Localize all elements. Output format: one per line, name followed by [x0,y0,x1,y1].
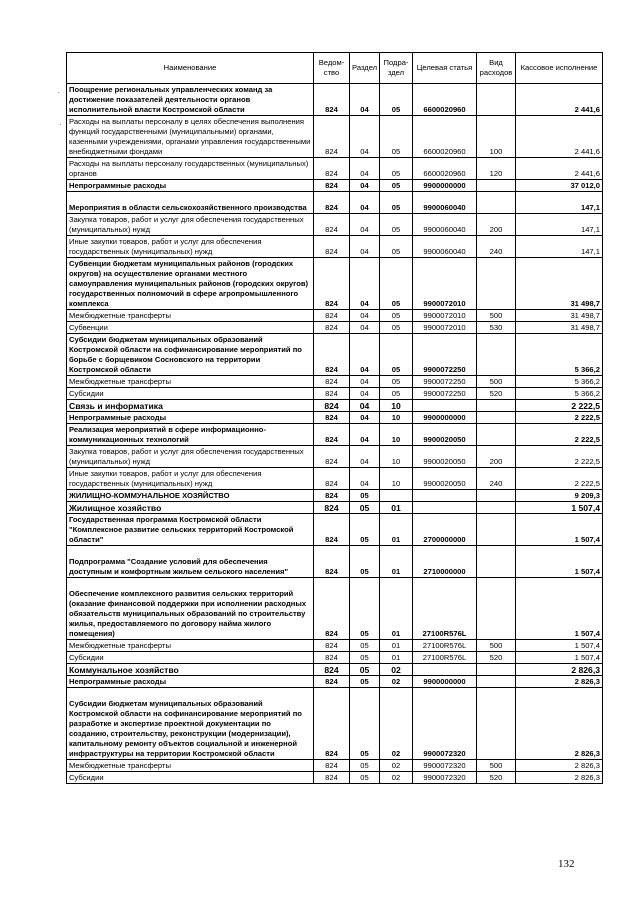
table-row [67,192,603,214]
row-subsection: 10 [380,424,413,446]
row-name: Субсидии бюджетам муниципальных образований Костромской области на софинансирование мероприятий по разработке и экспертизе проектной документации по созданию, строительству, реконструкции (модернизации), капитальному ремонту объектов социальной и инженерной инфраструктуры на территории Костромской области [67,688,314,760]
row-subsection: 05 [380,376,413,388]
row-section: 05 [350,514,380,546]
row-exp-type [477,84,516,116]
row-target: 9900060040 [413,236,477,258]
row-dept: 824 [314,664,350,676]
row-subsection: 05 [380,322,413,334]
row-amount: 2 826,3 [516,676,603,688]
row-amount: 147,1 [516,236,603,258]
row-target: 27100R576L [413,652,477,664]
row-dept: 824 [314,514,350,546]
row-dept: 824 [314,400,350,412]
row-dept: 824 [314,310,350,322]
row-section: 05 [350,664,380,676]
row-section: 04 [350,424,380,446]
row-amount: 5 366,2 [516,376,603,388]
row-amount: 147,1 [516,214,603,236]
row-name: ЖИЛИЩНО-КОММУНАЛЬНОЕ ХОЗЯЙСТВО [67,490,314,502]
row-target: 6600020960 [413,158,477,180]
row-section: 04 [350,412,380,424]
row-exp-type: 500 [477,376,516,388]
row-dept: 824 [314,760,350,772]
row-name: Мероприятия в области сельскохозяйственного производства [67,192,314,214]
row-name: Связь и информатика [67,400,314,412]
row-exp-type: 200 [477,446,516,468]
row-dept: 824 [314,502,350,514]
row-amount: 2 826,3 [516,772,603,784]
row-dept: 824 [314,376,350,388]
row-target: 6600020960 [413,116,477,158]
row-subsection: 02 [380,664,413,676]
row-target: 9900072320 [413,688,477,760]
row-dept: 824 [314,676,350,688]
row-dept: 824 [314,546,350,578]
table-header-row [67,53,603,84]
row-exp-type [477,192,516,214]
row-section: 05 [350,772,380,784]
row-subsection [380,490,413,502]
row-name: Расходы на выплаты персоналу государственных (муниципальных) органов [67,158,314,180]
row-section: 05 [350,688,380,760]
row-exp-type [477,676,516,688]
row-dept: 824 [314,652,350,664]
scan-speck [58,92,59,93]
row-name: Государственная программа Костромской области "Комплексное развитие сельских территорий Костромской области" [67,514,314,546]
row-section: 04 [350,180,380,192]
row-subsection: 05 [380,192,413,214]
row-target: 9900000000 [413,180,477,192]
row-dept: 824 [314,772,350,784]
row-amount: 31 498,7 [516,258,603,310]
row-exp-type: 240 [477,468,516,490]
row-dept: 824 [314,192,350,214]
row-exp-type: 520 [477,772,516,784]
table-row [67,490,603,502]
row-exp-type: 120 [477,158,516,180]
row-subsection: 02 [380,676,413,688]
row-dept: 824 [314,446,350,468]
row-exp-type [477,578,516,640]
row-section: 04 [350,388,380,400]
row-name: Непрограммные расходы [67,676,314,688]
row-dept: 824 [314,424,350,446]
row-amount: 2 222,5 [516,468,603,490]
row-amount: 31 498,7 [516,310,603,322]
row-subsection: 02 [380,772,413,784]
row-target: 6600020960 [413,84,477,116]
table-row [67,468,603,490]
row-subsection: 01 [380,640,413,652]
row-name: Межбюджетные трансферты [67,310,314,322]
row-exp-type: 200 [477,214,516,236]
row-name: Обеспечение комплексного развития сельских территорий (оказание финансовой поддержки при исполнении расходных обязательств муниципальных образований по строительству жилья, предоставляемого по договору найма жилого помещения) [67,578,314,640]
row-subsection: 05 [380,334,413,376]
row-target: 9900020050 [413,424,477,446]
row-exp-type [477,502,516,514]
row-target [413,490,477,502]
row-subsection: 10 [380,446,413,468]
row-dept: 824 [314,116,350,158]
row-name: Непрограммные расходы [67,412,314,424]
table-row [67,760,603,772]
table-body [67,84,603,784]
row-section: 04 [350,258,380,310]
table-row [67,652,603,664]
row-name: Иные закупки товаров, работ и услуг для обеспечения государственных (муниципальных) нужд [67,468,314,490]
row-target [413,502,477,514]
scan-speck [60,124,61,125]
table-row [67,310,603,322]
row-amount: 2 826,3 [516,664,603,676]
row-target: 9900072010 [413,310,477,322]
row-name: Закупка товаров, работ и услуг для обеспечения государственных (муниципальных) нужд [67,446,314,468]
table-row [67,116,603,158]
row-exp-type [477,546,516,578]
row-dept: 824 [314,578,350,640]
row-section: 05 [350,502,380,514]
row-section: 05 [350,578,380,640]
row-amount: 2 441,6 [516,84,603,116]
row-subsection: 01 [380,578,413,640]
row-amount: 2 222,5 [516,424,603,446]
header-section: Раздел [350,53,380,84]
table-row [67,688,603,760]
row-amount: 2 222,5 [516,400,603,412]
header-subsection: Подра-здел [380,53,413,84]
row-name: Поощрение региональных управленческих команд за достижение показателей деятельности органов исполнительной власти Костромской области [67,84,314,116]
row-section: 04 [350,334,380,376]
row-exp-type: 520 [477,652,516,664]
row-amount: 5 366,2 [516,388,603,400]
row-exp-type [477,424,516,446]
row-name: Межбюджетные трансферты [67,760,314,772]
row-dept: 824 [314,180,350,192]
row-name: Расходы на выплаты персоналу в целях обеспечения выполнения функций государственными (муниципальными) органами, казенными учреждениями, органами управления государственными внебюджетными фондами [67,116,314,158]
row-subsection: 05 [380,310,413,322]
row-subsection: 05 [380,158,413,180]
row-target: 9900020050 [413,446,477,468]
row-name: Непрограммные расходы [67,180,314,192]
row-name: Иные закупки товаров, работ и услуг для обеспечения государственных (муниципальных) нужд [67,236,314,258]
row-dept: 824 [314,236,350,258]
row-exp-type: 530 [477,322,516,334]
row-section: 04 [350,446,380,468]
row-section: 05 [350,546,380,578]
row-subsection: 01 [380,652,413,664]
row-section: 04 [350,192,380,214]
row-target: 27100R576L [413,640,477,652]
row-amount: 2 222,5 [516,446,603,468]
table-row [67,640,603,652]
row-amount: 2 441,6 [516,158,603,180]
row-amount: 1 507,4 [516,640,603,652]
row-exp-type: 500 [477,760,516,772]
row-subsection: 05 [380,180,413,192]
budget-execution-table [66,52,603,784]
row-dept: 824 [314,214,350,236]
table-row [67,236,603,258]
row-target: 2700000000 [413,514,477,546]
row-name: Субвенции [67,322,314,334]
row-subsection: 01 [380,546,413,578]
row-name: Межбюджетные трансферты [67,640,314,652]
table-row [67,376,603,388]
row-amount: 37 012,0 [516,180,603,192]
table-row [67,158,603,180]
table-row [67,424,603,446]
row-amount: 2 826,3 [516,760,603,772]
row-section: 04 [350,400,380,412]
row-exp-type [477,400,516,412]
row-exp-type [477,334,516,376]
row-exp-type [477,688,516,760]
row-section: 05 [350,640,380,652]
row-subsection: 10 [380,468,413,490]
row-dept: 824 [314,388,350,400]
table-row [67,772,603,784]
row-dept: 824 [314,490,350,502]
row-exp-type [477,258,516,310]
row-section: 04 [350,322,380,334]
row-amount: 1 507,4 [516,502,603,514]
row-dept: 824 [314,468,350,490]
table-row [67,214,603,236]
row-target: 9900072010 [413,258,477,310]
table-row [67,578,603,640]
row-dept: 824 [314,322,350,334]
row-target: 9900020050 [413,468,477,490]
row-target: 2710000000 [413,546,477,578]
table-row [67,180,603,192]
row-section: 04 [350,214,380,236]
row-name: Субсидии [67,772,314,784]
row-target [413,400,477,412]
row-section: 05 [350,652,380,664]
row-section: 04 [350,310,380,322]
row-name: Реализация мероприятий в сфере информационно-коммуникационных технологий [67,424,314,446]
row-name: Субсидии [67,652,314,664]
row-exp-type: 500 [477,640,516,652]
header-exp-type: Вид расходов [477,53,516,84]
row-target: 9900000000 [413,412,477,424]
page-number: 132 [558,858,575,870]
row-section: 04 [350,468,380,490]
row-exp-type [477,514,516,546]
row-exp-type: 520 [477,388,516,400]
row-subsection: 01 [380,514,413,546]
table-row [67,664,603,676]
row-name: Коммунальное хозяйство [67,664,314,676]
row-subsection: 05 [380,236,413,258]
table-row [67,334,603,376]
row-target: 9900072010 [413,322,477,334]
row-target: 27100R576L [413,578,477,640]
header-dept: Ведом-ство [314,53,350,84]
row-amount: 1 507,4 [516,514,603,546]
row-dept: 824 [314,334,350,376]
row-subsection: 05 [380,214,413,236]
row-section: 04 [350,236,380,258]
row-target: 9900060040 [413,214,477,236]
row-section: 04 [350,84,380,116]
table-row [67,258,603,310]
row-exp-type [477,490,516,502]
row-subsection: 02 [380,760,413,772]
row-dept: 824 [314,640,350,652]
row-name: Жилищное хозяйство [67,502,314,514]
row-amount: 2 222,5 [516,412,603,424]
row-section: 04 [350,116,380,158]
table-row [67,546,603,578]
row-section: 04 [350,158,380,180]
row-exp-type: 100 [477,116,516,158]
row-section: 04 [350,376,380,388]
table-row [67,514,603,546]
row-name: Подпрограмма "Создание условий для обеспечения доступным и комфортным жильем сельского населения" [67,546,314,578]
row-subsection: 02 [380,688,413,760]
row-amount: 1 507,4 [516,546,603,578]
row-exp-type: 240 [477,236,516,258]
row-target: 9900072250 [413,388,477,400]
row-section: 05 [350,760,380,772]
row-target: 9900000000 [413,676,477,688]
row-name: Закупка товаров, работ и услуг для обеспечения государственных (муниципальных) нужд [67,214,314,236]
row-section: 05 [350,676,380,688]
table-row [67,388,603,400]
row-name: Субсидии [67,388,314,400]
row-amount: 2 826,3 [516,688,603,760]
row-subsection: 05 [380,388,413,400]
row-amount: 5 366,2 [516,334,603,376]
row-dept: 824 [314,258,350,310]
row-name: Межбюджетные трансферты [67,376,314,388]
row-target: 9900072250 [413,334,477,376]
row-amount: 2 441,6 [516,116,603,158]
row-target: 9900072320 [413,772,477,784]
row-exp-type [477,664,516,676]
header-amount: Кассовое исполнение [516,53,603,84]
row-target: 9900072320 [413,760,477,772]
row-dept: 824 [314,158,350,180]
row-subsection: 10 [380,412,413,424]
table-row [67,502,603,514]
row-amount: 9 209,3 [516,490,603,502]
row-target: 9900072250 [413,376,477,388]
row-amount: 1 507,4 [516,652,603,664]
row-exp-type [477,412,516,424]
row-subsection: 05 [380,116,413,158]
row-amount: 1 507,4 [516,578,603,640]
row-exp-type [477,180,516,192]
row-amount: 31 498,7 [516,322,603,334]
table-row [67,84,603,116]
budget-table-container [66,52,602,784]
row-section: 05 [350,490,380,502]
header-name: Наименование [67,53,314,84]
row-target: 9900060040 [413,192,477,214]
table-row [67,676,603,688]
row-dept: 824 [314,412,350,424]
header-target: Целевая статья [413,53,477,84]
table-row [67,400,603,412]
row-dept: 824 [314,84,350,116]
table-row [67,446,603,468]
row-subsection: 10 [380,400,413,412]
row-name: Субвенции бюджетам муниципальных районов (городских округов) на осуществление органами местного самоуправления муниципальных районов (городских округов) государственных полномочий в сфере агропромышленного комплекса [67,258,314,310]
row-subsection: 01 [380,502,413,514]
table-row [67,322,603,334]
row-amount: 147,1 [516,192,603,214]
row-target [413,664,477,676]
table-row [67,412,603,424]
row-exp-type: 500 [477,310,516,322]
row-name: Субсидии бюджетам муниципальных образований Костромской области на софинансирование мероприятий по борьбе с борщевиком Сосновского на территории Костромской области [67,334,314,376]
row-dept: 824 [314,688,350,760]
row-subsection: 05 [380,84,413,116]
row-subsection: 05 [380,258,413,310]
